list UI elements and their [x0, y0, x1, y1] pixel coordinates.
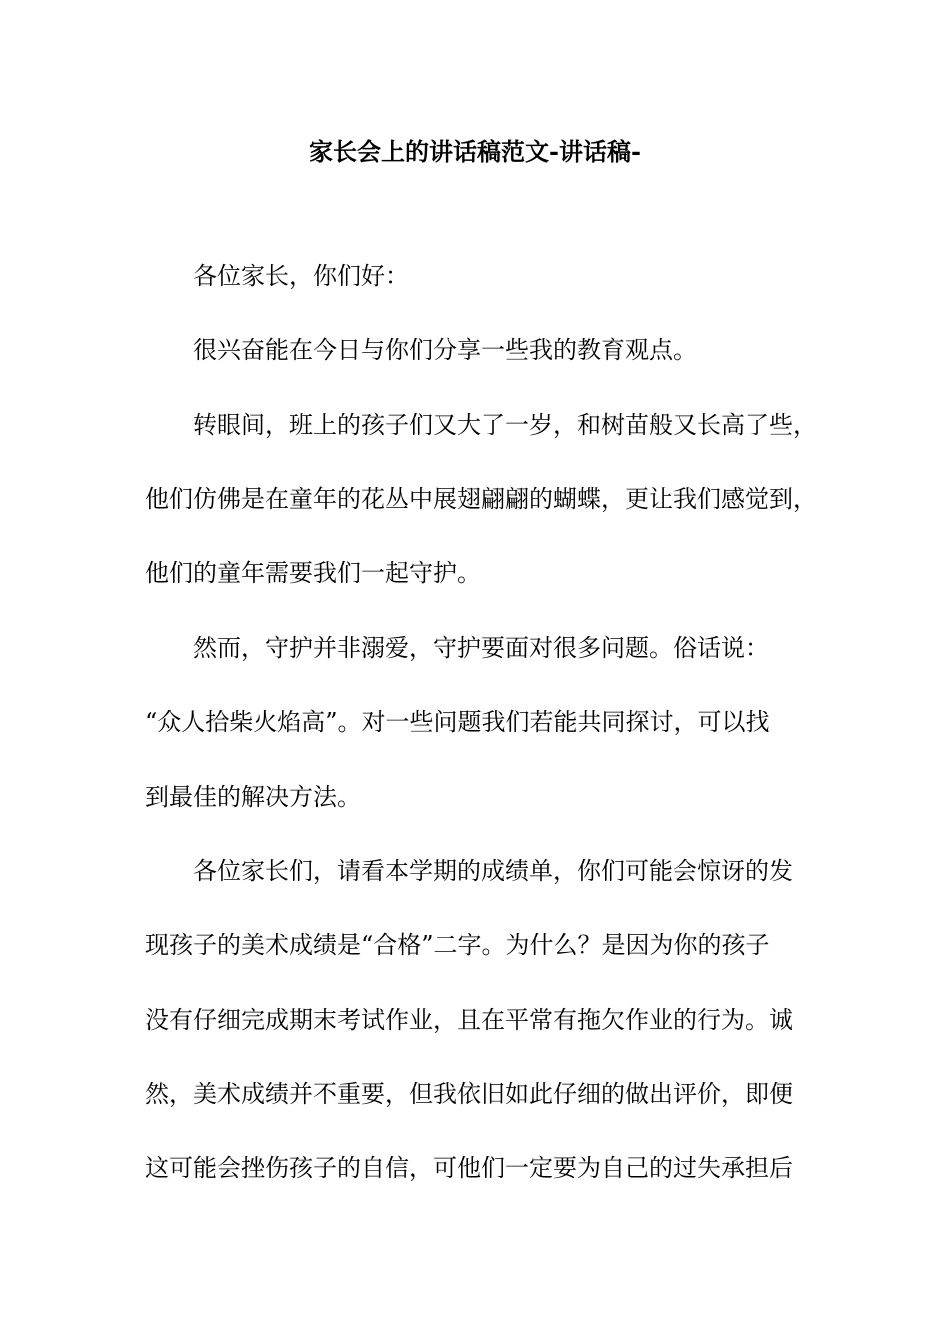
paragraph-line: 没有仔细完成期末考试作业，且在平常有拖欠作业的行为。诚 — [145, 1006, 793, 1034]
paragraph-line: 他们的童年需要我们一起守护。 — [145, 559, 481, 587]
paragraph-line: “众人拾柴火焰高”。对一些问题我们若能共同探讨，可以找 — [145, 708, 770, 736]
paragraph-line: 各位家长们，请看本学期的成绩单，你们可能会惊讶的发 — [193, 857, 793, 885]
paragraph-line: 他们仿佛是在童年的花丛中展翅翩翩的蝴蝶，更让我们感觉到， — [145, 485, 817, 513]
paragraph-line: 现孩子的美术成绩是“合格”二字。为什么？是因为你的孩子 — [145, 931, 770, 959]
paragraph-line: 很兴奋能在今日与你们分享一些我的教育观点。 — [193, 336, 697, 364]
paragraph-line: 到最佳的解决方法。 — [145, 783, 361, 811]
document-title: 家长会上的讲话稿范文-讲话稿- — [309, 137, 641, 166]
paragraph-line: 然，美术成绩并不重要，但我依旧如此仔细的做出评价，即便 — [145, 1080, 793, 1108]
paragraph-line: 转眼间，班上的孩子们又大了一岁，和树苗般又长高了些， — [193, 411, 817, 439]
paragraph-line: 这可能会挫伤孩子的自信，可他们一定要为自己的过失承担后 — [145, 1154, 793, 1182]
paragraph-line: 各位家长，你们好： — [193, 262, 409, 290]
paragraph-line: 然而，守护并非溺爱，守护要面对很多问题。俗话说： — [193, 634, 769, 662]
